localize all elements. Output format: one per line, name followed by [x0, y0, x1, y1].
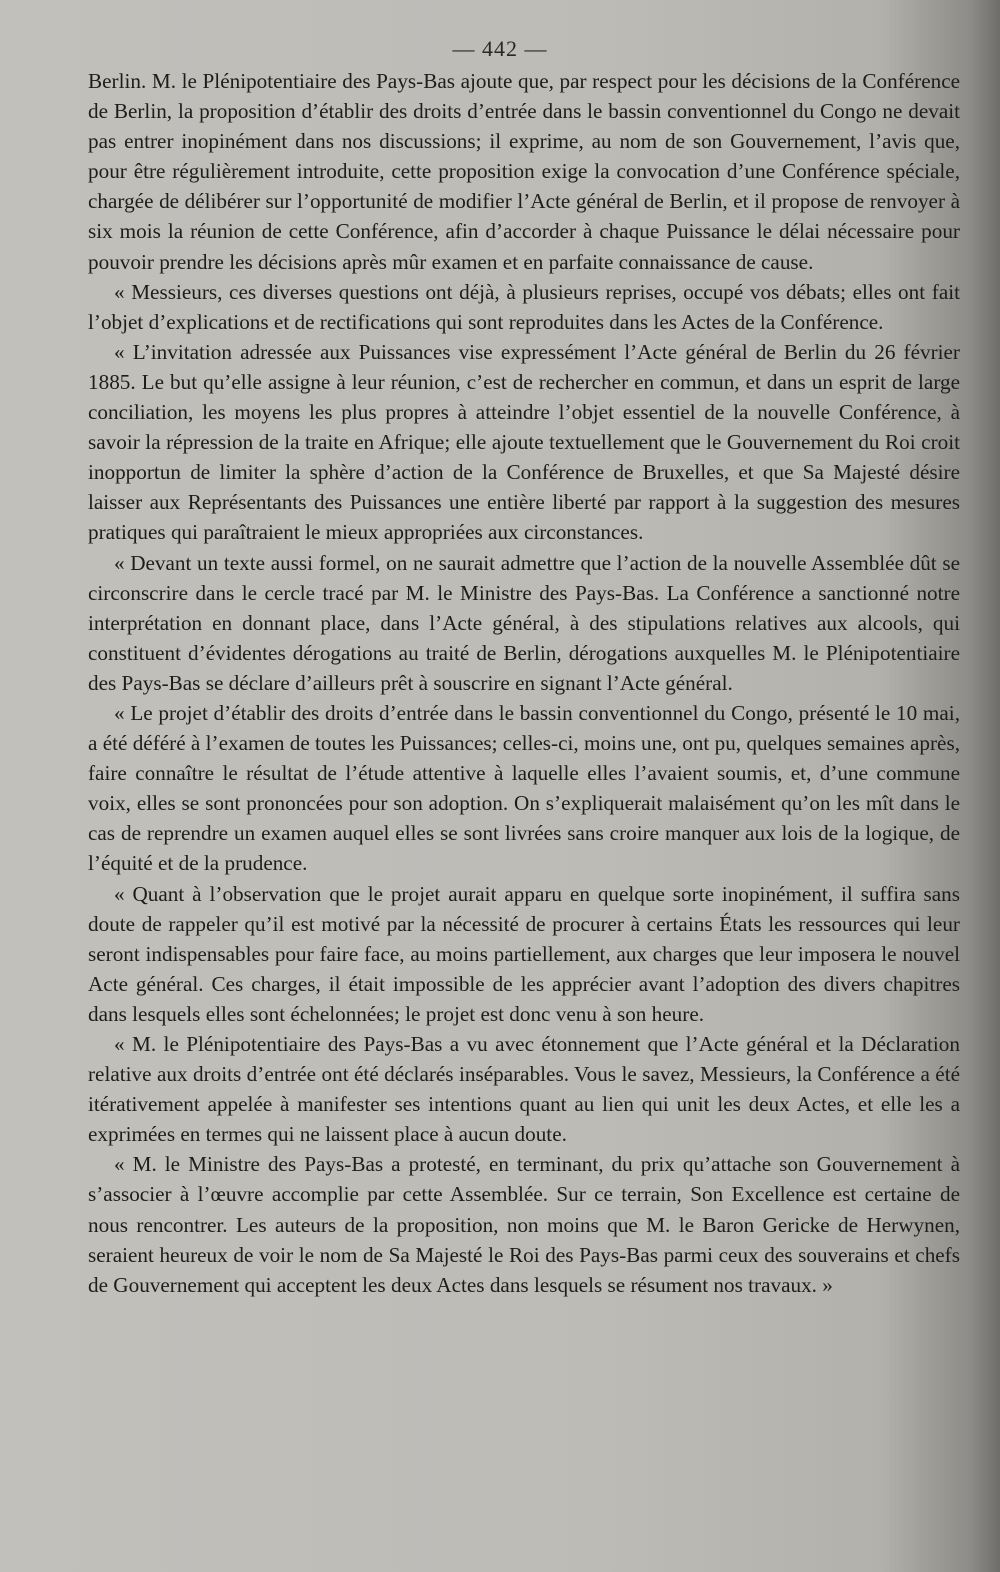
paragraph: Berlin. M. le Plénipotentiaire des Pays-Bas ajoute que, par respect pour les décisions de la Conférence de Berlin, la proposition d’établir des droits d’entrée dans le bassin conventionnel du Congo ne devait pas entrer inopinément dans nos discussions; il exprime, au nom de son Gouvernement, l’avis que, pour être régulièrement introduite, cette proposition exige la convocation d’une Conférence spéciale, chargée de délibérer sur l’opportunité de modifier l’Acte général de Berlin, et il propose de renvoyer à six mois la réunion de cette Conférence, afin d’accorder à chaque Puissance le délai nécessaire pour pouvoir prendre les décisions après mûr examen et en parfaite connaissance de cause.	[88, 69, 960, 274]
body-text	[88, 66, 960, 1300]
paragraph: « M. le Plénipotentiaire des Pays-Bas a vu avec étonnement que l’Acte général et la Déclaration relative aux droits d’entrée ont été déclarés inséparables. Vous le savez, Messieurs, la Conférence a été itérativement appelée à manifester ses intentions quant au lien qui unit les deux Actes, et elle les a exprimées en termes qui ne laissent place à aucun doute.	[88, 1032, 960, 1147]
paragraph: « Messieurs, ces diverses questions ont déjà, à plusieurs reprises, occupé vos débats; elles ont fait l’objet d’explications et de rectifications qui sont reproduites dans les Actes de la Conférence.	[88, 279, 960, 334]
paragraph: « Le projet d’établir des droits d’entrée dans le bassin conventionnel du Congo, présenté le 10 mai, a été déféré à l’examen de toutes les Puissances; celles-ci, moins une, ont pu, quelques semaines après, faire connaître le résultat de l’étude attentive à laquelle elles l’avaient soumis, et, d’une commune voix, elles se sont prononcées pour son adoption. On s’expliquerait malaisément qu’on les mît dans le cas de reprendre un examen auquel elles se sont livrées sans croire manquer aux lois de la logique, de l’équité et de la prudence.	[88, 700, 960, 876]
paragraph: « Devant un texte aussi formel, on ne saurait admettre que l’action de la nouvelle Assemblée dût se circonscrire dans le cercle tracé par M. le Ministre des Pays-Bas. La Conférence a sanctionné notre interprétation en donnant place, dans l’Acte général, à des stipulations relatives aux alcools, qui constituent d’évidentes dérogations au traité de Berlin, dérogations auxquelles M. le Plénipotentiaire des Pays-Bas se déclare d’ailleurs prêt à souscrire en signant l’Acte général.	[88, 550, 960, 695]
page-number: — 442 —	[452, 36, 548, 61]
paragraph: « M. le Ministre des Pays-Bas a protesté, en terminant, du prix qu’attache son Gouvernement à s’associer à l’œuvre accomplie par cette Assemblée. Sur ce terrain, Son Excellence est certaine de nous rencontrer. Les auteurs de la proposition, non moins que M. le Baron Gericke de Herwynen, seraient heureux de voir le nom de Sa Majesté le Roi des Pays-Bas parmi ceux des souverains et chefs de Gouvernement qui acceptent les deux Actes dans lesquels se résument nos travaux. »	[88, 1152, 960, 1297]
paragraph: « L’invitation adressée aux Puissances vise expressément l’Acte général de Berlin du 26 février 1885. Le but qu’elle assigne à leur réunion, c’est de rechercher en commun, et dans un esprit de large conciliation, les moyens les plus propres à atteindre l’objet essentiel de la nouvelle Conférence, à savoir la répression de la traite en Afrique; elle ajoute textuellement que le Gouvernement du Roi croit inopportun de limiter la sphère d’action de la Conférence de Bruxelles, et que Sa Majesté désire laisser aux Représentants des Puissances une entière liberté par rapport à la suggestion des mesures pratiques qui paraîtraient le mieux appropriées aux circonstances.	[88, 339, 960, 545]
paragraph: « Quant à l’observation que le projet aurait apparu en quelque sorte inopinément, il suffira sans doute de rappeler qu’il est motivé par la nécessité de procurer à certains États les ressources qui leur seront indispensables pour faire face, au moins partiellement, aux charges que leur imposera le nouvel Acte général. Ces charges, il était impossible de les apprécier avant l’adoption des divers chapitres dans lesquels elles sont échelonnées; le projet est donc venu à son heure.	[88, 881, 960, 1026]
